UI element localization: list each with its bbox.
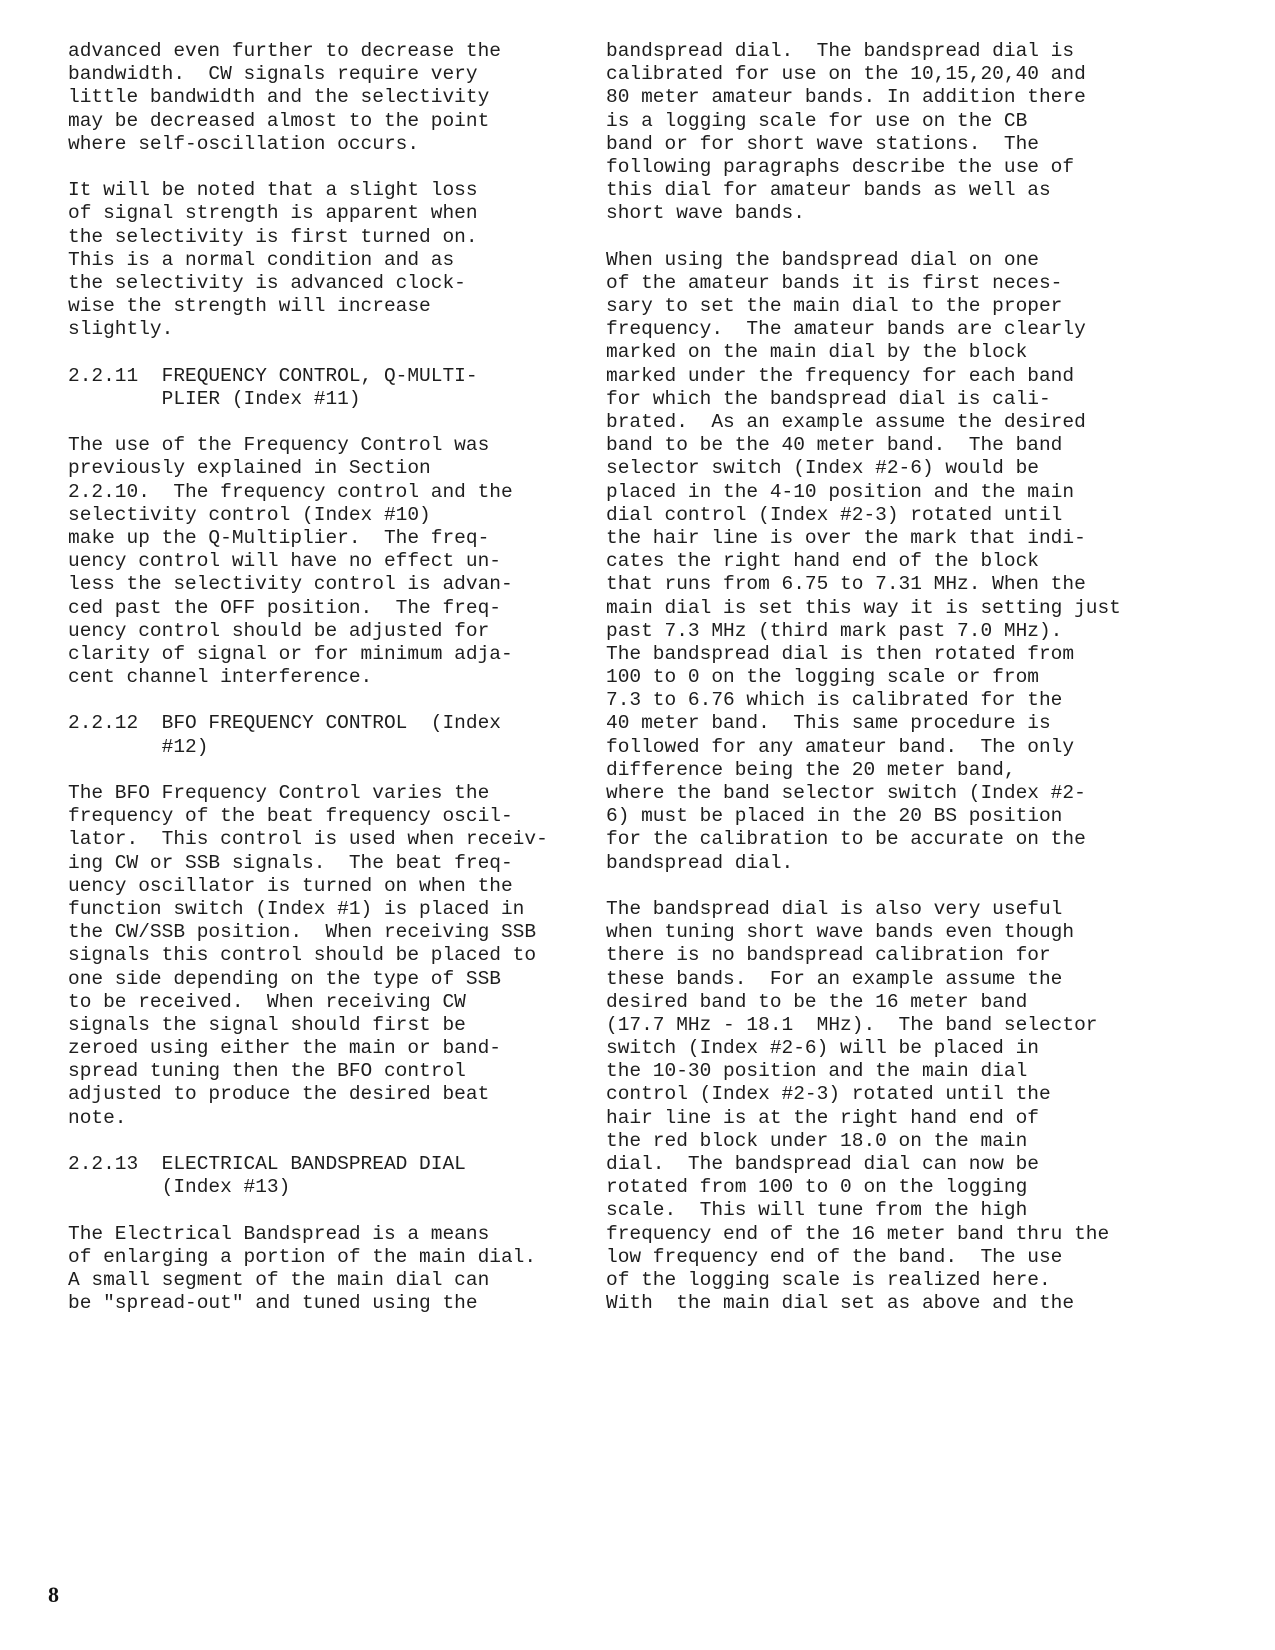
text-line: control (Index #2-3) rotated until the [606,1083,1051,1106]
text-line: for the calibration to be accurate on the [606,828,1086,851]
text-line: marked under the frequency for each band [606,364,1075,387]
text-line: frequency. The amateur bands are clearly [606,318,1086,341]
text-line: main dial is set this way it is setting just [606,596,1121,619]
text-line: ced past the OFF position. The freq- [68,596,501,619]
text-line: bandspread dial. The bandspread dial is [606,40,1075,62]
text-line: This is a normal condition and as [68,248,455,271]
paragraph [606,898,1126,1315]
paragraph-gap [68,156,588,179]
text-line: advanced even further to decrease the [68,40,501,62]
text-line: previously explained in Section [68,457,431,480]
text-line: less the selectivity control is advan- [68,573,513,596]
text-line: the selectivity is first turned on. [68,225,478,248]
text-line: for which the bandspread dial is cali- [606,387,1051,410]
text-line: adjusted to produce the desired beat [68,1083,490,1106]
paragraph-gap [606,875,1126,898]
text-line: low frequency end of the band. The use [606,1245,1063,1268]
text-line: dial control (Index #2-3) rotated until [606,503,1063,526]
text-line: dial. The bandspread dial can now be [606,1153,1039,1175]
text-line: calibrated for use on the 10,15,20,40 and [606,63,1086,86]
text-line: selector switch (Index #2-6) would be [606,457,1039,480]
text-line: desired band to be the 16 meter band [606,990,1028,1013]
text-line: 80 meter amateur bands. In addition there [606,86,1086,109]
text-line: the hair line is over the mark that indi- [606,526,1086,549]
text-line: that runs from 6.75 to 7.31 MHz. When the [606,573,1086,596]
right-column [606,40,1126,1315]
paragraph-gap [68,759,588,782]
text-line: note. [68,1106,127,1129]
text-line: spread tuning then the BFO control [68,1060,466,1083]
paragraph [606,249,1126,875]
text-line: brated. As an example assume the desired [606,411,1086,433]
text-line: selectivity control (Index #10) [68,503,431,526]
text-line: lator. This control is used when receiv- [68,828,548,851]
text-line: slightly. [68,318,174,341]
paragraph [68,434,588,689]
text-line: short wave bands. [606,202,805,225]
text-line: band to be the 40 meter band. The band [606,434,1063,457]
text-line: uency control will have no effect un- [68,550,501,573]
text-line: ing CW or SSB signals. The beat freq- [68,851,513,874]
text-line: The Electrical Bandspread is a means [68,1222,490,1245]
text-line: past 7.3 MHz (third mark past 7.0 MHz). [606,619,1063,642]
text-line: It will be noted that a slight loss [68,179,478,202]
paragraph [68,365,588,411]
left-column [68,40,588,1315]
text-line: followed for any amateur band. The only [606,735,1075,758]
text-line: placed in the 4-10 position and the main [606,480,1075,503]
text-line: (Index #13) [68,1176,291,1199]
text-line: band or for short wave stations. The [606,132,1039,155]
text-line: wise the strength will increase [68,295,431,318]
text-line: difference being the 20 meter band, [606,758,1016,781]
text-line: bandspread dial. [606,851,794,874]
paragraph-gap [68,341,588,364]
text-line: of signal strength is apparent when [68,202,478,225]
text-line: With the main dial set as above and the [606,1292,1075,1315]
text-line: this dial for amateur bands as well as [606,179,1051,202]
text-line: where the band selector switch (Index #2- [606,782,1086,804]
text-line: function switch (Index #1) is placed in [68,897,525,920]
text-line: clarity of signal or for minimum adja- [68,642,513,665]
text-line: may be decreased almost to the point [68,109,490,132]
text-line: one side depending on the type of SSB [68,967,501,990]
paragraph [68,1223,588,1316]
paragraph [68,1153,588,1199]
text-line: where self-oscillation occurs. [68,132,420,155]
text-line: cent channel interference. [68,666,373,689]
text-line: 2.2.12 BFO FREQUENCY CONTROL (Index [68,712,501,735]
text-line: 100 to 0 on the logging scale or from [606,666,1039,689]
paragraph [606,40,1126,226]
text-line: When using the bandspread dial on one [606,248,1039,271]
text-line: PLIER (Index #11) [68,387,361,410]
text-line: 7.3 to 6.76 which is calibrated for the [606,689,1063,712]
text-line: following paragraphs describe the use of [606,155,1075,178]
paragraph-gap [68,411,588,434]
text-line: switch (Index #2-6) will be placed in [606,1037,1039,1060]
text-line: to be received. When receiving CW [68,990,466,1013]
text-line: bandwidth. CW signals require very [68,63,478,86]
text-line: zeroed using either the main or band- [68,1037,501,1060]
text-line: these bands. For an example assume the [606,967,1063,990]
text-line: frequency end of the 16 meter band thru the [606,1222,1110,1245]
text-line: sary to set the main dial to the proper [606,295,1063,318]
text-line: when tuning short wave bands even though [606,921,1075,944]
text-line: (17.7 MHz - 18.1 MHz). The band selector [606,1013,1098,1036]
text-line: uency oscillator is turned on when the [68,874,513,897]
text-line: of the amateur bands it is first neces- [606,271,1063,294]
text-line: is a logging scale for use on the CB [606,109,1028,132]
text-line: there is no bandspread calibration for [606,944,1051,967]
paragraph-gap [68,689,588,712]
text-line: 2.2.10. The frequency control and the [68,480,513,503]
text-line: hair line is at the right hand end of [606,1106,1039,1129]
text-line: make up the Q-Multiplier. The freq- [68,526,490,549]
text-line: little bandwidth and the selectivity [68,86,490,109]
text-line: #12) [68,735,209,758]
text-line: signals the signal should first be [68,1013,466,1036]
text-line: be "spread-out" and tuned using the [68,1292,478,1315]
text-line: 2.2.13 ELECTRICAL BANDSPREAD DIAL [68,1153,466,1175]
paragraph-gap [68,1199,588,1222]
text-line: The bandspread dial is then rotated from [606,642,1075,665]
page-number: 8 [48,1582,59,1607]
text-line: the red block under 18.0 on the main [606,1129,1028,1152]
text-line: of the logging scale is realized here. [606,1268,1051,1291]
paragraph-gap [68,1130,588,1153]
text-line: 2.2.11 FREQUENCY CONTROL, Q-MULTI- [68,364,478,387]
text-line: the CW/SSB position. When receiving SSB [68,921,537,944]
text-line: scale. This will tune from the high [606,1199,1028,1222]
text-line: cates the right hand end of the block [606,550,1039,573]
text-line: 40 meter band. This same procedure is [606,712,1051,735]
text-line: The BFO Frequency Control varies the [68,782,490,804]
paragraph [68,782,588,1130]
text-line: The use of the Frequency Control was [68,434,490,457]
text-line: the selectivity is advanced clock- [68,271,466,294]
text-line: signals this control should be placed to [68,944,537,967]
text-line: frequency of the beat frequency oscil- [68,805,513,828]
text-line: marked on the main dial by the block [606,341,1028,364]
text-line: the 10-30 position and the main dial [606,1060,1028,1083]
text-line: The bandspread dial is also very useful [606,897,1063,920]
text-line: uency control should be adjusted for [68,619,490,642]
text-line: 6) must be placed in the 20 BS position [606,805,1063,828]
paragraph-gap [606,226,1126,249]
text-line: rotated from 100 to 0 on the logging [606,1176,1028,1199]
text-line: A small segment of the main dial can [68,1268,490,1291]
paragraph [68,712,588,758]
paragraph [68,179,588,341]
paragraph [68,40,588,156]
text-line: of enlarging a portion of the main dial. [68,1245,537,1268]
